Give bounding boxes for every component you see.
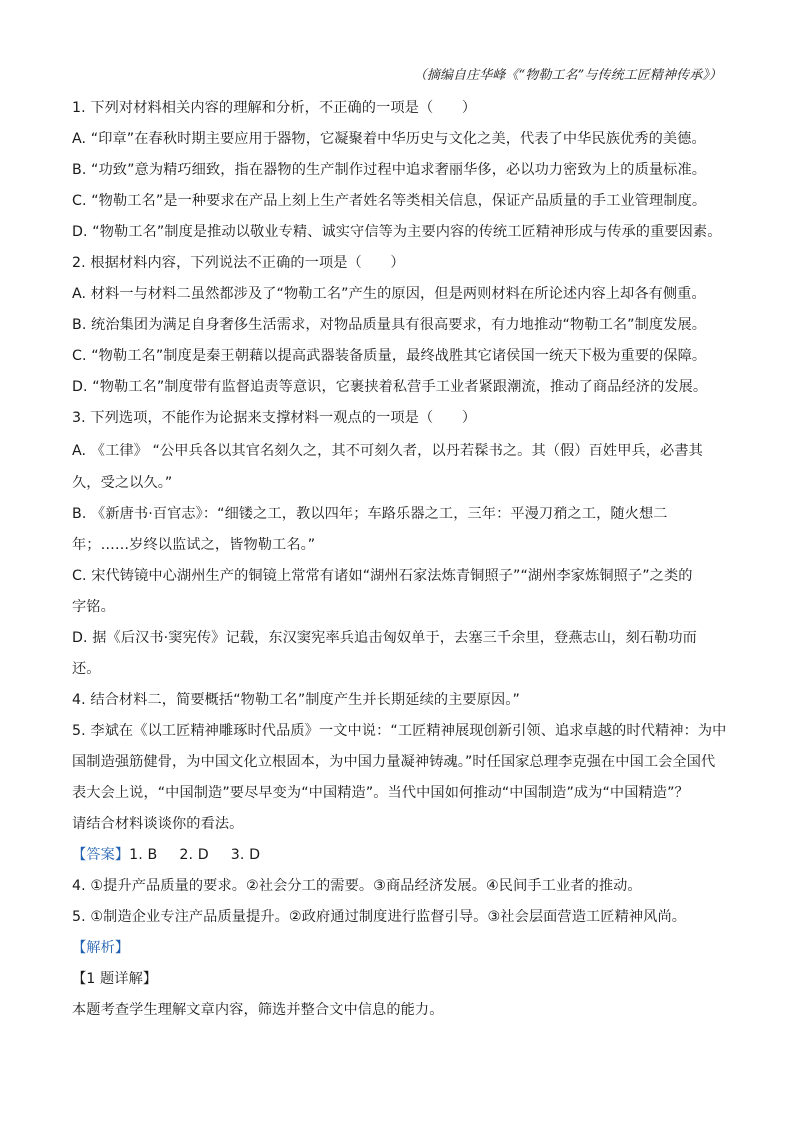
- answer-5: 5. ①制造企业专注产品质量提升。②政府通过制度进行监督引导。③社会层面营造工匠精神风尚。: [72, 909, 687, 925]
- analysis-q1-text: 本题考查学生理解文章内容，筛选并整合文中信息的能力。: [72, 1002, 444, 1018]
- question-1-option-b: B. “功致”意为精巧细致，指在器物的生产制作过程中追求奢丽华侈，必以功力密致为上的质量标准。: [72, 162, 707, 178]
- question-3-option-c-line-2: 字铭。: [72, 599, 115, 615]
- question-3-option-d-line-1: D. 据《后汉书·窦宪传》记载，东汉窦宪率兵追击匈奴单于，去塞三千余里，登燕志山，刻石勒功而: [72, 630, 697, 646]
- question-5-line-2: 国制造强筋健骨，为中国文化立根固本，为中国力量凝神铸魂。”时任国家总理李克强在中国工会全国代: [72, 754, 716, 770]
- question-2-option-c: C. “物勒工名”制度是秦王朝藉以提高武器装备质量，最终战胜其它诸侯国一统天下极为重要的保障。: [72, 348, 707, 364]
- question-1-stem: 1. 下列对材料相关内容的理解和分析，不正确的一项是（ ）: [72, 100, 477, 116]
- question-2-option-b: B. 统治集团为满足自身奢侈生活需求，对物品质量具有很高要求，有力地推动“物勒工名”制度发展。: [72, 317, 707, 333]
- answer-1: 1. B: [129, 847, 158, 863]
- question-5-line-4: 请结合材料谈谈你的看法。: [72, 816, 244, 832]
- analysis-q1-heading: 【1 题详解】: [72, 971, 158, 987]
- question-3-option-a-line-2: 久，受之以久。”: [72, 475, 173, 491]
- question-2-option-d: D. “物勒工名”制度带有监督追责等意识，它裹挟着私营手工业者紧跟潮流，推动了商品经济的发展。: [72, 379, 708, 395]
- answer-row: [72, 845, 260, 865]
- answer-2: 2. D: [179, 847, 209, 863]
- question-3-stem: 3. 下列选项，不能作为论据来支撑材料一观点的一项是（ ）: [72, 410, 477, 426]
- question-5-line-1: 5. 李斌在《以工匠精神雕琢时代品质》一文中说：“工匠精神展现创新引领、追求卓越的时代精神：为中: [72, 723, 727, 739]
- question-1-option-c: C. “物勒工名”是一种要求在产品上刻上生产者姓名等类相关信息，保证产品质量的手工业管理制度。: [72, 193, 707, 209]
- answer-4: 4. ①提升产品质量的要求。②社会分工的需要。③商品经济发展。④民间手工业者的推动。: [72, 878, 642, 894]
- question-4-stem: 4. 结合材料二，简要概括“物勒工名”制度产生并长期延续的主要原因。”: [72, 692, 520, 708]
- answer-label: 【答案】: [72, 847, 130, 863]
- question-2-stem: 2. 根据材料内容，下列说法不正确的一项是（ ）: [72, 255, 405, 271]
- question-2-option-a: A. 材料一与材料二虽然都涉及了“物勒工名”产生的原因，但是两则材料在所论述内容上却各有侧重。: [72, 286, 706, 302]
- source-note: （摘编自庄华峰《“物勒工名”与传统工匠精神传承》）: [413, 68, 722, 83]
- question-1-option-a: A. “印章”在春秋时期主要应用于器物，它凝聚着中华历史与文化之美，代表了中华民族优秀的美德。: [72, 131, 706, 147]
- answer-3: 3. D: [230, 847, 261, 863]
- question-3-option-d-line-2: 还。: [72, 661, 101, 677]
- question-3-option-b-line-1: B. 《新唐书·百官志》：“细镂之工，教以四年；车路乐器之工，三年：平漫刀矟之工，随火想二: [72, 506, 668, 522]
- question-3-option-c-line-1: C. 宋代铸镜中心湖州生产的铜镜上常常有诸如“湖州石家法炼青铜照子”“湖州李家炼铜照子”之类的: [72, 568, 693, 584]
- question-3-option-a-line-1: A. 《工律》 “公甲兵各以其官名刻久之，其不可刻久者，以丹若髹书之。其（假）百姓甲兵，必書其: [72, 443, 703, 459]
- question-5-line-3: 表大会上说，“中国制造”要尽早变为“中国精造”。当代中国如何推动“中国制造”成为“中国精造”？: [72, 785, 689, 801]
- analysis-label: 【解析】: [72, 940, 130, 956]
- question-3-option-b-line-2: 年；……岁终以监试之，皆物勒工名。”: [72, 537, 316, 553]
- question-1-option-d: D. “物勒工名”制度是推动以敬业专精、诚实守信等为主要内容的传统工匠精神形成与传承的重要因素。: [72, 224, 722, 240]
